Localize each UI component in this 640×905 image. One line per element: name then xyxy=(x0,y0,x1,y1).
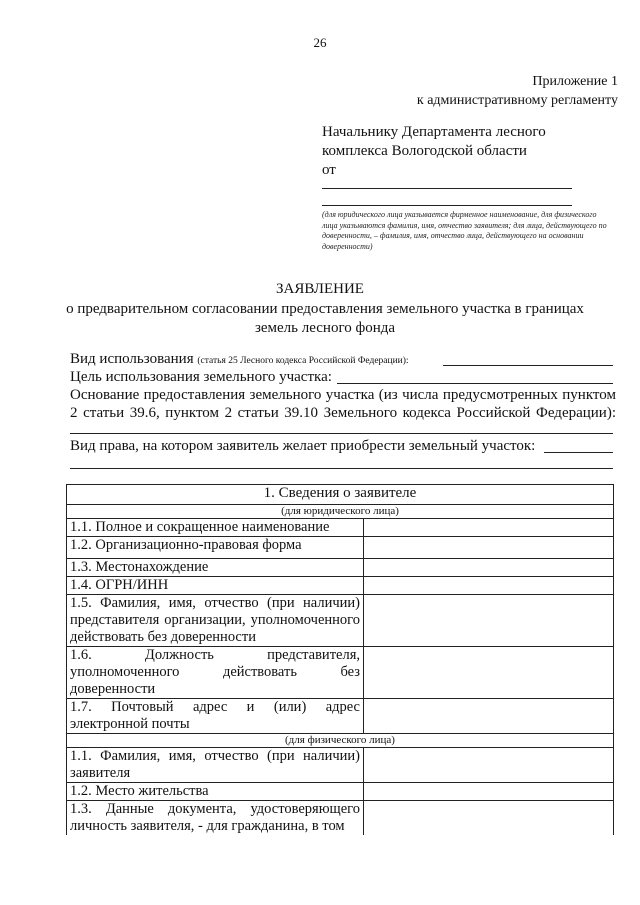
basis-line-2-text: 2 статьи 39.6, пунктом 2 статьи 39.10 Земельного кодекса Российской Федерации): xyxy=(70,405,616,421)
row-label: 1.4. ОГРН/ИНН xyxy=(67,577,364,595)
table-row xyxy=(67,537,614,559)
addressee-blank-1[interactable] xyxy=(322,188,572,189)
value-cell[interactable] xyxy=(364,748,614,783)
table-row xyxy=(67,519,614,537)
addressee-note: (для юридического лица указывается фирменное наименование, для физического лица указываются фамилия, имя, отчество заявителя; для лица, действующего по доверенности, – фамилия, имя, отчество лица, действующего на основании доверенности) xyxy=(322,210,607,251)
row-label: 1.3. Данные документа, удостоверяющего личность заявителя, - для гражданина, в том xyxy=(67,801,364,836)
table-row xyxy=(67,595,614,647)
table-row xyxy=(67,801,614,836)
row-label: 1.3. Местонахождение xyxy=(67,559,364,577)
value-cell[interactable] xyxy=(364,801,614,836)
row-label: 1.2. Место жительства xyxy=(67,783,364,801)
value-cell[interactable] xyxy=(364,647,614,699)
row-label: 1.1. Полное и сокращенное наименование xyxy=(67,519,364,537)
table-row xyxy=(67,577,614,595)
document-title: ЗАЯВЛЕНИЕ xyxy=(276,281,364,297)
document-subtitle-line-2: земель лесного фонда xyxy=(254,320,396,336)
table-row xyxy=(67,748,614,783)
value-cell[interactable] xyxy=(364,699,614,734)
value-cell[interactable] xyxy=(364,577,614,595)
value-cell[interactable] xyxy=(364,595,614,647)
purpose-blank[interactable] xyxy=(337,383,613,384)
row-label: 1.1. Фамилия, имя, отчество (при наличии) заявителя xyxy=(67,748,364,783)
right-type-label: Вид права, на котором заявитель желает приобрести земельный участок: xyxy=(70,438,536,454)
row-label: 1.6. Должность представителя, уполномоченного действовать без доверенности xyxy=(67,647,364,699)
value-cell[interactable] xyxy=(364,783,614,801)
appendix-line-2: к административному регламенту xyxy=(416,93,618,108)
appendix-line-1: Приложение 1 xyxy=(532,74,618,89)
usage-type-blank[interactable] xyxy=(443,365,613,366)
right-type-blank-2[interactable] xyxy=(70,468,613,469)
basis-line-1 xyxy=(70,386,616,404)
table-row xyxy=(67,647,614,699)
right-type-blank-1[interactable] xyxy=(544,452,613,453)
applicant-info-table xyxy=(66,484,614,835)
value-cell[interactable] xyxy=(364,519,614,537)
section-title: 1. Сведения о заявителе xyxy=(67,485,614,505)
row-label: 1.2. Организационно-правовая форма xyxy=(67,537,364,559)
usage-type-note: (статья 25 Лесного кодекса Российской Федерации): xyxy=(197,356,409,366)
table-row xyxy=(67,699,614,734)
value-cell[interactable] xyxy=(364,537,614,559)
value-cell[interactable] xyxy=(364,559,614,577)
basis-line-2 xyxy=(70,404,616,422)
usage-type-label: Вид использования xyxy=(70,351,194,367)
legal-entity-header: (для юридического лица) xyxy=(67,505,614,519)
addressee-blank-2[interactable] xyxy=(322,205,572,206)
basis-blank[interactable] xyxy=(70,433,613,434)
individual-header: (для физического лица) xyxy=(67,734,614,748)
usage-type-row xyxy=(70,350,409,370)
addressee-line-1: Начальнику Департамента лесного xyxy=(322,124,546,140)
purpose-label: Цель использования земельного участка: xyxy=(70,369,332,385)
row-label: 1.5. Фамилия, имя, отчество (при наличии) представителя организации, уполномоченного действовать без доверенности xyxy=(67,595,364,647)
addressee-line-2: комплекса Вологодской области xyxy=(322,143,527,159)
document-subtitle-line-1: о предварительном согласовании предоставления земельного участка в границах xyxy=(66,301,584,317)
page-number: 26 xyxy=(313,35,327,50)
row-label: 1.7. Почтовый адрес и (или) адрес электронной почты xyxy=(67,699,364,734)
addressee-line-3: от xyxy=(322,162,336,178)
table-row xyxy=(67,783,614,801)
basis-line-1-text: Основание предоставления земельного участка (из числа предусмотренных пунктом xyxy=(70,387,616,403)
table-row xyxy=(67,559,614,577)
